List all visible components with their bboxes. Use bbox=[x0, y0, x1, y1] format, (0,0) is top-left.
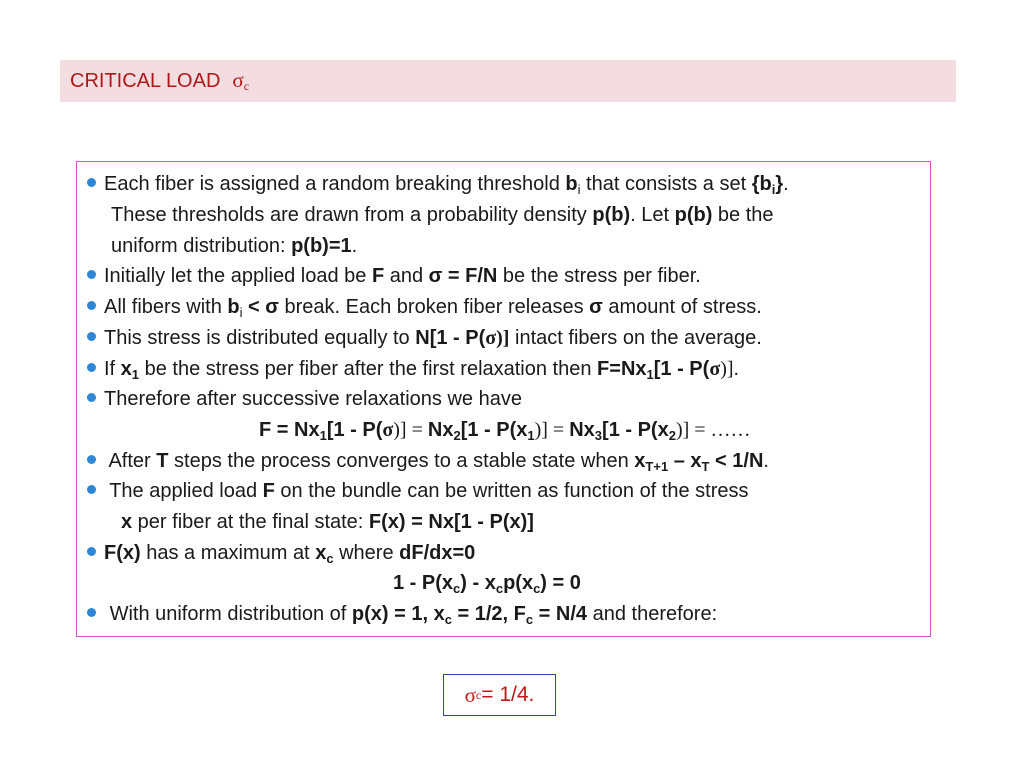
list-item-continuation: uniform distribution: p(b)=1. bbox=[111, 235, 358, 257]
list-item: Each fiber is assigned a random breaking threshold $b_i$ that consists a set $\{b_i\}$. bbox=[87, 169, 789, 199]
slide-title: CRITICAL LOAD bbox=[70, 69, 221, 92]
list-item: F(x) has a maximum at $x_c$ where dF/dx=0 bbox=[87, 538, 475, 568]
list-item: If $x_1$ be the stress per fiber after the first relaxation then $F=Nx_1[1 - P(\sigma)]$. bbox=[87, 354, 739, 384]
bullet-icon bbox=[87, 608, 96, 617]
list-item: The applied load F on the bundle can be written as function of the stress bbox=[87, 476, 749, 506]
list-item: Therefore after successive relaxations we have bbox=[87, 384, 522, 414]
list-item: Initially let the applied load be F and σ = F/N be the stress per fiber. bbox=[87, 261, 701, 291]
bullet-icon bbox=[87, 455, 96, 464]
list-item: With uniform distribution of p(x) = 1, $x_c = 1/2$, $F_c = N/4$ and therefore: bbox=[87, 599, 717, 629]
list-item: This stress is distributed equally to N[1 - P(σ)] intact fibers on the average. bbox=[87, 323, 762, 353]
bullet-icon bbox=[87, 332, 96, 341]
answer-box: σ c = 1/4. bbox=[443, 674, 556, 716]
list-item-continuation: These thresholds are drawn from a probability density p(b). Let p(b) be the bbox=[111, 204, 774, 226]
bullet-icon bbox=[87, 393, 96, 402]
list-item-continuation: x per fiber at the final state: F(x) = Nx[1 - P(x)] bbox=[121, 511, 534, 533]
bullet-icon bbox=[87, 270, 96, 279]
equation-maximum: $1 - P(x_c) - x_cp(x_c) = 0$ bbox=[393, 572, 581, 596]
slide-title-bar bbox=[60, 60, 956, 102]
bullet-icon bbox=[87, 301, 96, 310]
bullet-icon bbox=[87, 363, 96, 372]
list-item: All fibers with $b_i < \sigma$ break. Each broken fiber releases σ amount of stress. bbox=[87, 292, 762, 322]
equation-relaxations: $F = Nx_1[1 - P(\sigma)] = Nx_2[1 - P(x_1)] = Nx_3[1 - P(x_2)]$ = …… bbox=[259, 419, 751, 443]
critical-load-symbol: $\sigma_c$ bbox=[232, 68, 250, 93]
bullet-icon bbox=[87, 178, 96, 187]
bullet-icon bbox=[87, 485, 96, 494]
content-box bbox=[76, 161, 931, 637]
bullet-icon bbox=[87, 547, 96, 556]
list-item: After T steps the process converges to a stable state when $x_{T+1} - x_T < 1/N$. bbox=[87, 446, 769, 476]
